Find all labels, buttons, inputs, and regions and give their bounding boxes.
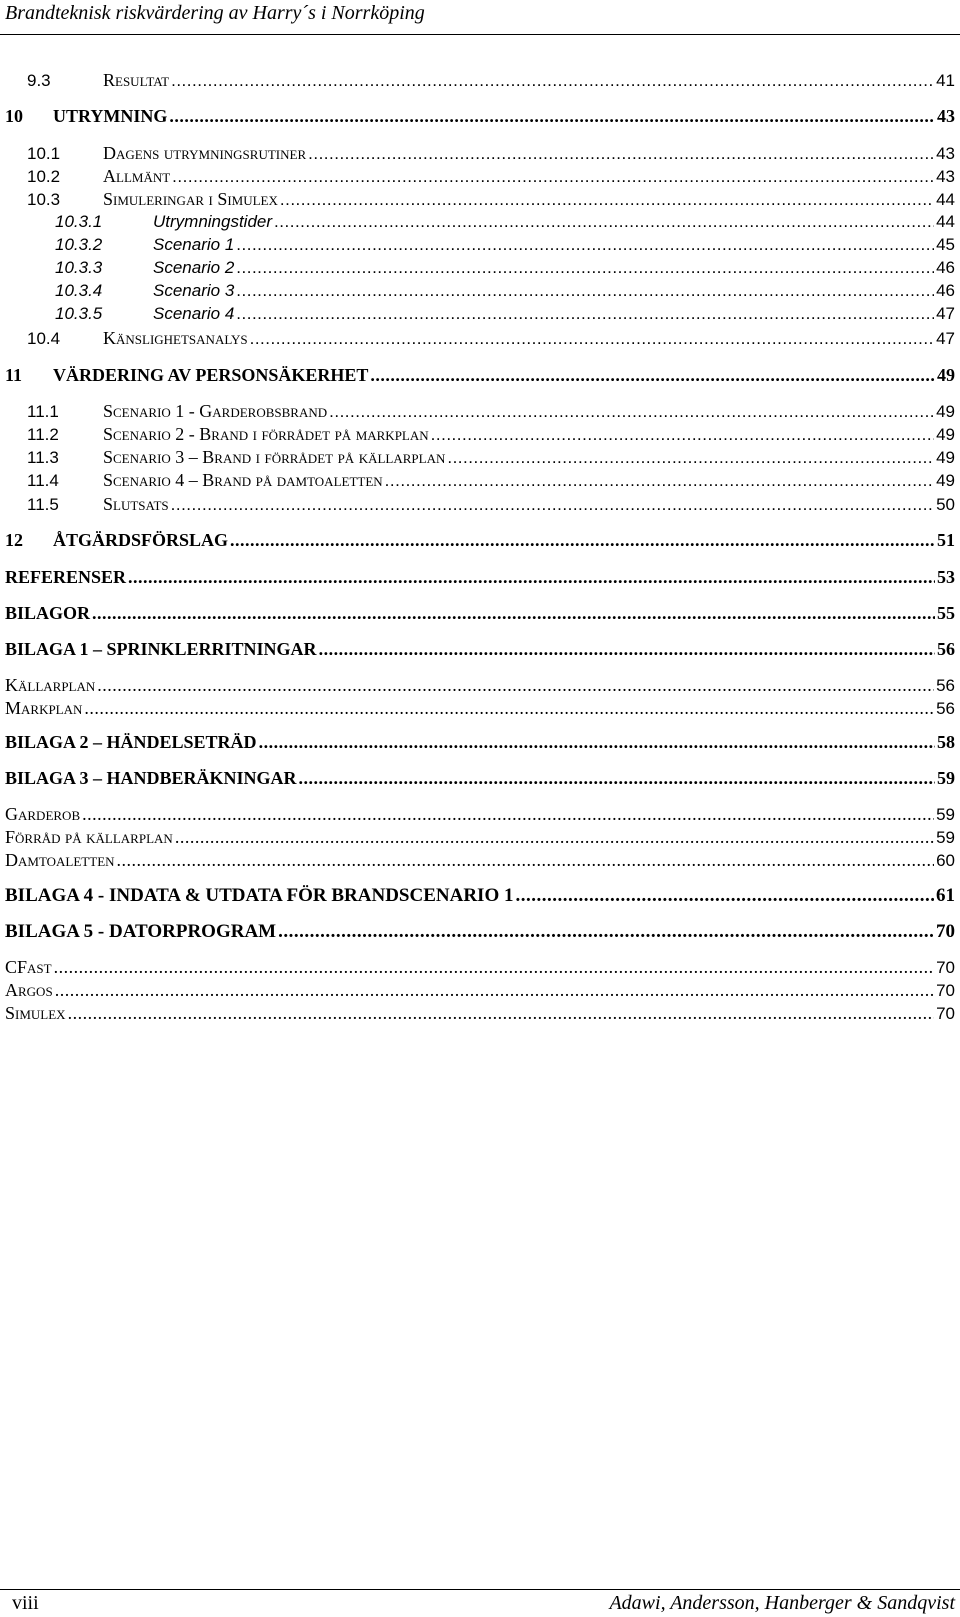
toc-leader bbox=[515, 885, 934, 907]
toc-number: 10.3.5 bbox=[55, 304, 103, 323]
toc-leader bbox=[299, 768, 935, 789]
toc-leader bbox=[319, 639, 935, 660]
toc-title: Scenario 2 bbox=[153, 258, 235, 277]
toc-page: 56 bbox=[936, 699, 955, 718]
toc-title: Scenario 1 - Garderobsbrand bbox=[103, 401, 328, 421]
toc-title: BILAGA 1 – SPRINKLERRITNINGAR bbox=[5, 639, 317, 659]
toc-entry[interactable] bbox=[27, 424, 955, 445]
toc-entry[interactable] bbox=[5, 957, 955, 978]
toc-title: ÅTGÄRDSFÖRSLAG bbox=[53, 530, 229, 550]
toc-title: Scenario 4 bbox=[153, 304, 235, 323]
toc-number: 12 bbox=[5, 530, 23, 550]
toc-leader bbox=[431, 425, 934, 445]
toc-entry[interactable] bbox=[5, 980, 955, 1001]
toc-number: 10.3.2 bbox=[55, 235, 103, 254]
toc-entry[interactable] bbox=[27, 166, 955, 187]
header-divider bbox=[0, 34, 960, 35]
toc-leader bbox=[236, 258, 934, 278]
toc-page: 59 bbox=[936, 828, 955, 847]
toc-title: Argos bbox=[5, 980, 53, 1000]
toc-entry[interactable] bbox=[5, 530, 955, 551]
toc-number: 11.5 bbox=[27, 495, 59, 514]
toc-title: Markplan bbox=[5, 698, 83, 718]
toc-title: Utrymningstider bbox=[153, 212, 273, 231]
toc-page: 59 bbox=[937, 768, 955, 788]
toc-leader bbox=[68, 1003, 935, 1024]
toc-leader bbox=[447, 448, 934, 468]
toc-title: BILAGOR bbox=[5, 603, 91, 623]
toc-page: 53 bbox=[937, 567, 955, 587]
toc-number: 10.3 bbox=[27, 190, 61, 209]
toc-number: 10 bbox=[5, 106, 23, 126]
toc-page: 70 bbox=[936, 958, 955, 977]
toc-entry[interactable] bbox=[27, 328, 955, 349]
toc-number: 10.3.1 bbox=[55, 212, 103, 231]
toc-title: Dagens utrymningsrutiner bbox=[103, 143, 307, 163]
toc-entry[interactable] bbox=[5, 365, 955, 386]
toc-title: Scenario 3 bbox=[153, 281, 235, 300]
toc-title: Scenario 4 – Brand på damtoaletten bbox=[103, 470, 383, 490]
toc-leader bbox=[171, 71, 934, 91]
toc-page: 46 bbox=[936, 258, 955, 277]
toc-page: 56 bbox=[937, 639, 955, 659]
toc-number: 10.1 bbox=[27, 144, 61, 163]
toc-page: 47 bbox=[936, 304, 955, 323]
toc-number: 11.2 bbox=[27, 425, 59, 444]
toc-leader bbox=[329, 402, 934, 422]
toc-entry[interactable] bbox=[5, 804, 955, 825]
toc-title: BILAGA 5 - DATORPROGRAM bbox=[5, 921, 277, 942]
toc-entry[interactable] bbox=[5, 639, 955, 660]
toc-entry[interactable] bbox=[5, 885, 955, 907]
toc-title: Slutsats bbox=[103, 494, 169, 514]
toc-leader bbox=[117, 850, 935, 871]
toc-leader bbox=[274, 212, 934, 232]
toc-number: 11.4 bbox=[27, 471, 59, 490]
toc-entry[interactable] bbox=[5, 850, 955, 871]
toc-title: Förråd på källarplan bbox=[5, 827, 173, 847]
toc-entry[interactable] bbox=[5, 675, 955, 696]
running-header: Brandteknisk riskvärdering av Harry´s i Norrköping bbox=[5, 2, 425, 24]
toc-number: 10.4 bbox=[27, 329, 61, 348]
toc-page: 49 bbox=[936, 402, 955, 421]
toc-leader bbox=[370, 365, 935, 386]
footer-divider bbox=[0, 1589, 960, 1590]
toc-page: 49 bbox=[937, 365, 955, 385]
toc-leader bbox=[230, 530, 935, 551]
toc-title: Damtoaletten bbox=[5, 850, 115, 870]
toc-number: 10.2 bbox=[27, 167, 61, 186]
toc-entry[interactable] bbox=[5, 827, 955, 848]
toc-entry[interactable] bbox=[5, 106, 955, 127]
toc-page: 56 bbox=[936, 676, 955, 695]
toc-entry[interactable] bbox=[5, 603, 955, 624]
toc-title: UTRYMNING bbox=[53, 106, 168, 126]
toc-leader bbox=[97, 675, 934, 696]
toc-leader bbox=[172, 167, 934, 187]
toc-title: Källarplan bbox=[5, 675, 96, 695]
toc-leader bbox=[236, 235, 934, 255]
toc-page: 49 bbox=[936, 471, 955, 490]
toc-entry[interactable] bbox=[5, 768, 955, 789]
toc-title: BILAGA 3 – HANDBERÄKNINGAR bbox=[5, 768, 297, 788]
page-number: viii bbox=[12, 1592, 39, 1614]
toc-title: VÄRDERING AV PERSONSÄKERHET bbox=[53, 365, 369, 385]
toc-leader bbox=[280, 190, 934, 210]
toc-page: 61 bbox=[936, 885, 955, 906]
toc-leader bbox=[92, 603, 935, 624]
toc-entry[interactable] bbox=[27, 470, 955, 491]
toc-leader bbox=[278, 921, 934, 943]
toc-leader bbox=[175, 827, 934, 848]
toc-entry[interactable] bbox=[5, 698, 955, 719]
toc-leader bbox=[259, 732, 935, 753]
toc-leader bbox=[82, 804, 934, 825]
toc-page: 51 bbox=[937, 530, 955, 550]
toc-entry[interactable] bbox=[27, 70, 955, 91]
toc-page: 59 bbox=[936, 805, 955, 824]
toc-page: 44 bbox=[936, 212, 955, 231]
toc-entry[interactable] bbox=[55, 281, 955, 301]
toc-leader bbox=[385, 471, 934, 491]
toc-page: 70 bbox=[936, 921, 955, 942]
toc-title: CFast bbox=[5, 957, 52, 977]
toc-title: Resultat bbox=[103, 70, 170, 90]
toc-entry[interactable] bbox=[27, 447, 955, 468]
toc-leader bbox=[84, 698, 934, 719]
toc-leader bbox=[169, 106, 935, 127]
toc-title: BILAGA 4 - INDATA & UTDATA FÖR BRANDSCENARIO 1 bbox=[5, 885, 514, 906]
toc-title: REFERENSER bbox=[5, 567, 127, 587]
toc-title: BILAGA 2 – HÄNDELSETRÄD bbox=[5, 732, 257, 752]
toc-page: 47 bbox=[936, 329, 955, 348]
toc-page: 43 bbox=[936, 167, 955, 186]
toc-title: Scenario 3 – Brand i förrådet på källarplan bbox=[103, 447, 446, 467]
toc-leader bbox=[250, 329, 934, 349]
toc-entry[interactable] bbox=[55, 304, 955, 324]
toc-entry[interactable] bbox=[5, 921, 955, 943]
running-footer-authors: Adawi, Andersson, Hanberger & Sandqvist bbox=[609, 1592, 955, 1614]
toc-page: 70 bbox=[936, 981, 955, 1000]
toc-page: 70 bbox=[936, 1004, 955, 1023]
toc-title: Garderob bbox=[5, 804, 81, 824]
toc-leader bbox=[236, 281, 934, 301]
toc-leader bbox=[308, 144, 934, 164]
toc-number: 10.3.4 bbox=[55, 281, 103, 300]
toc-entry[interactable] bbox=[5, 732, 955, 753]
toc-number: 11.3 bbox=[27, 448, 59, 467]
toc-leader bbox=[171, 495, 934, 515]
toc-entry[interactable] bbox=[5, 1003, 955, 1024]
toc-entry[interactable] bbox=[27, 143, 955, 164]
toc-page: 49 bbox=[936, 448, 955, 467]
toc-page: 55 bbox=[937, 603, 955, 623]
toc-page: 43 bbox=[937, 106, 955, 126]
toc-page: 44 bbox=[936, 190, 955, 209]
toc-title: Simuleringar i Simulex bbox=[103, 189, 278, 209]
toc-entry[interactable] bbox=[27, 494, 955, 515]
toc-number: 11 bbox=[5, 365, 23, 385]
toc-entry[interactable] bbox=[27, 401, 955, 422]
toc-leader bbox=[128, 567, 935, 588]
toc-title: Simulex bbox=[5, 1003, 66, 1023]
toc-leader bbox=[236, 304, 934, 324]
toc-page: 50 bbox=[936, 495, 955, 514]
toc-page: 46 bbox=[936, 281, 955, 300]
toc-title: Scenario 2 - Brand i förrådet på markplan bbox=[103, 424, 429, 444]
toc-number: 9.3 bbox=[27, 71, 51, 90]
toc-entry[interactable] bbox=[55, 235, 955, 255]
toc-page: 43 bbox=[936, 144, 955, 163]
toc-number: 11.1 bbox=[27, 402, 59, 421]
toc-title: Scenario 1 bbox=[153, 235, 235, 254]
toc-leader bbox=[54, 957, 935, 978]
toc-page: 60 bbox=[936, 851, 955, 870]
toc-number: 10.3.3 bbox=[55, 258, 103, 277]
toc-title: Känslighetsanalys bbox=[103, 328, 248, 348]
toc-entry[interactable] bbox=[55, 258, 955, 278]
toc-page: 45 bbox=[936, 235, 955, 254]
toc-leader bbox=[55, 980, 934, 1001]
toc-entry[interactable] bbox=[27, 189, 955, 210]
toc-title: Allmänt bbox=[103, 166, 171, 186]
toc-page: 49 bbox=[936, 425, 955, 444]
toc-entry[interactable] bbox=[5, 567, 955, 588]
toc-entry[interactable] bbox=[55, 212, 955, 232]
toc-page: 58 bbox=[937, 732, 955, 752]
toc-page: 41 bbox=[936, 71, 955, 90]
